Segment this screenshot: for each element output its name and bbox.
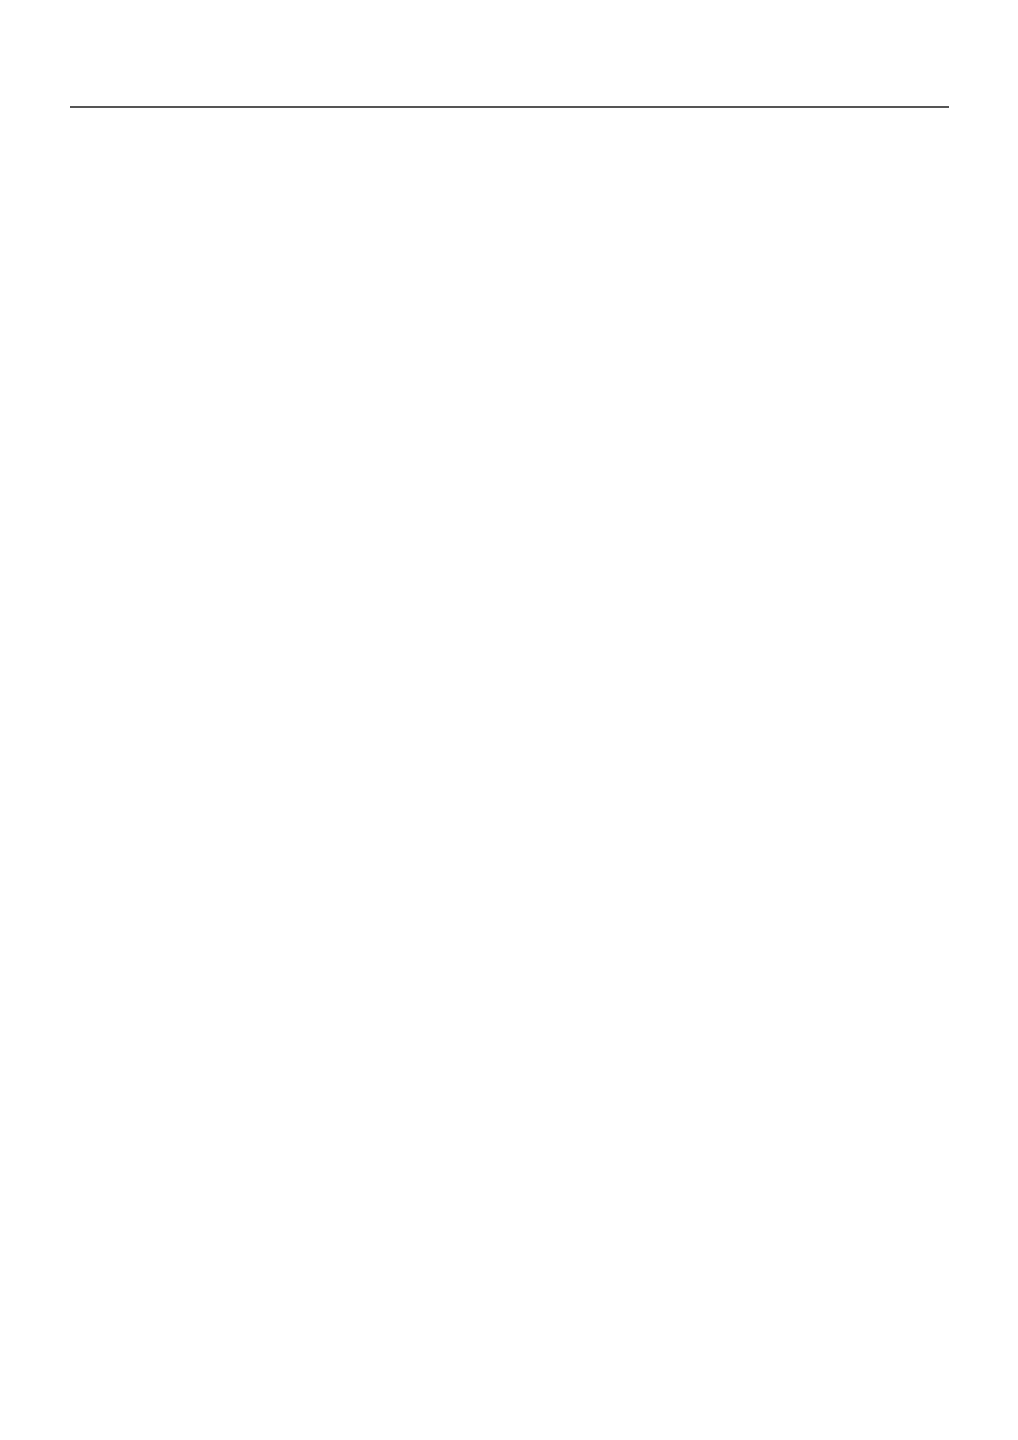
section-next [70,106,949,108]
page-content [70,48,949,127]
print-footer [0,1397,1018,1415]
print-header [0,24,1018,42]
section-divider [70,106,949,108]
